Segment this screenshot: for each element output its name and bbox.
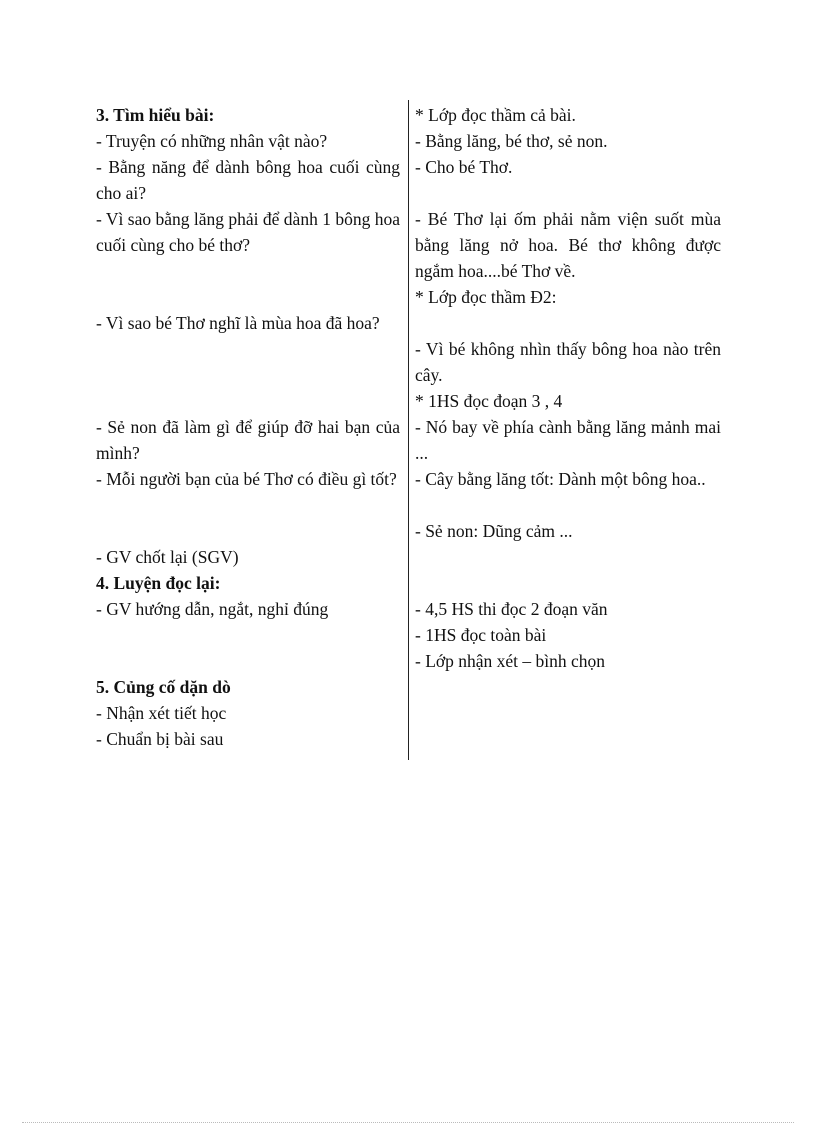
answer-for-tho: - Cho bé Thơ.	[415, 157, 513, 177]
answer-sparrow-flew: - Nó bay về phía cành bằng lăng mảnh mai ...	[415, 417, 721, 463]
review-item: - Nhận xét tiết học	[96, 703, 227, 723]
question-characters: - Truyện có những nhân vật nào?	[96, 131, 328, 151]
question-sparrow-help: - Sẻ non đã làm gì để giúp đỡ hai bạn của mình?	[96, 417, 400, 463]
teacher-conclusion: - GV chốt lại (SGV)	[96, 547, 239, 567]
column-divider	[408, 100, 409, 760]
answer-read-whole-1hs: - 1HS đọc toàn bài	[415, 625, 547, 645]
question-flower-for-whom: - Bằng năng để dành bông hoa cuối cùng cho ai?	[96, 157, 400, 203]
answer-no-flower: - Vì bé không nhìn thấy bông hoa nào trên cây.	[415, 339, 721, 385]
section-heading-4: 4. Luyện đọc lại:	[96, 573, 221, 593]
question-friends-good: - Mỗi người bạn của bé Thơ có điều gì tốt?	[96, 469, 397, 489]
question-why-season-over: - Vì sao bé Thơ nghĩ là mùa hoa đã hoa?	[96, 313, 380, 333]
question-why-save-flower: - Vì sao bằng lăng phải để dành 1 bông hoa cuối cùng cho bé thơ?	[96, 209, 400, 255]
answer-why-save: - Bé Thơ lại ốm phải nằm viện suốt mùa bằng lăng nở hoa. Bé thơ không được ngắm hoa....bé Thơ về.	[415, 209, 721, 281]
answer-read-competition: - 4,5 HS thi đọc 2 đoạn văn	[415, 599, 608, 619]
section-heading-3: 3. Tìm hiểu bài:	[96, 105, 215, 125]
answer-sparrow-brave: - Sẻ non: Dũng cảm ...	[415, 521, 573, 541]
answer-characters: - Bằng lăng, bé thơ, sẻ non.	[415, 131, 608, 151]
answer-tree-good: - Cây bằng lăng tốt: Dành một bông hoa..	[415, 469, 706, 489]
answer-read-paragraph-2: * Lớp đọc thầm Đ2:	[415, 287, 557, 307]
reading-guide: - GV hướng dẫn, ngắt, nghỉ đúng	[96, 599, 329, 619]
section-heading-5: 5. Củng cố dặn dò	[96, 677, 231, 697]
prepare-item: - Chuẩn bị bài sau	[96, 729, 224, 749]
answer-class-vote: - Lớp nhận xét – bình chọn	[415, 651, 606, 671]
answer-read-paragraph-3-4: * 1HS đọc đoạn 3 , 4	[415, 391, 563, 411]
answer-read-whole: * Lớp đọc thầm cả bài.	[415, 105, 576, 125]
